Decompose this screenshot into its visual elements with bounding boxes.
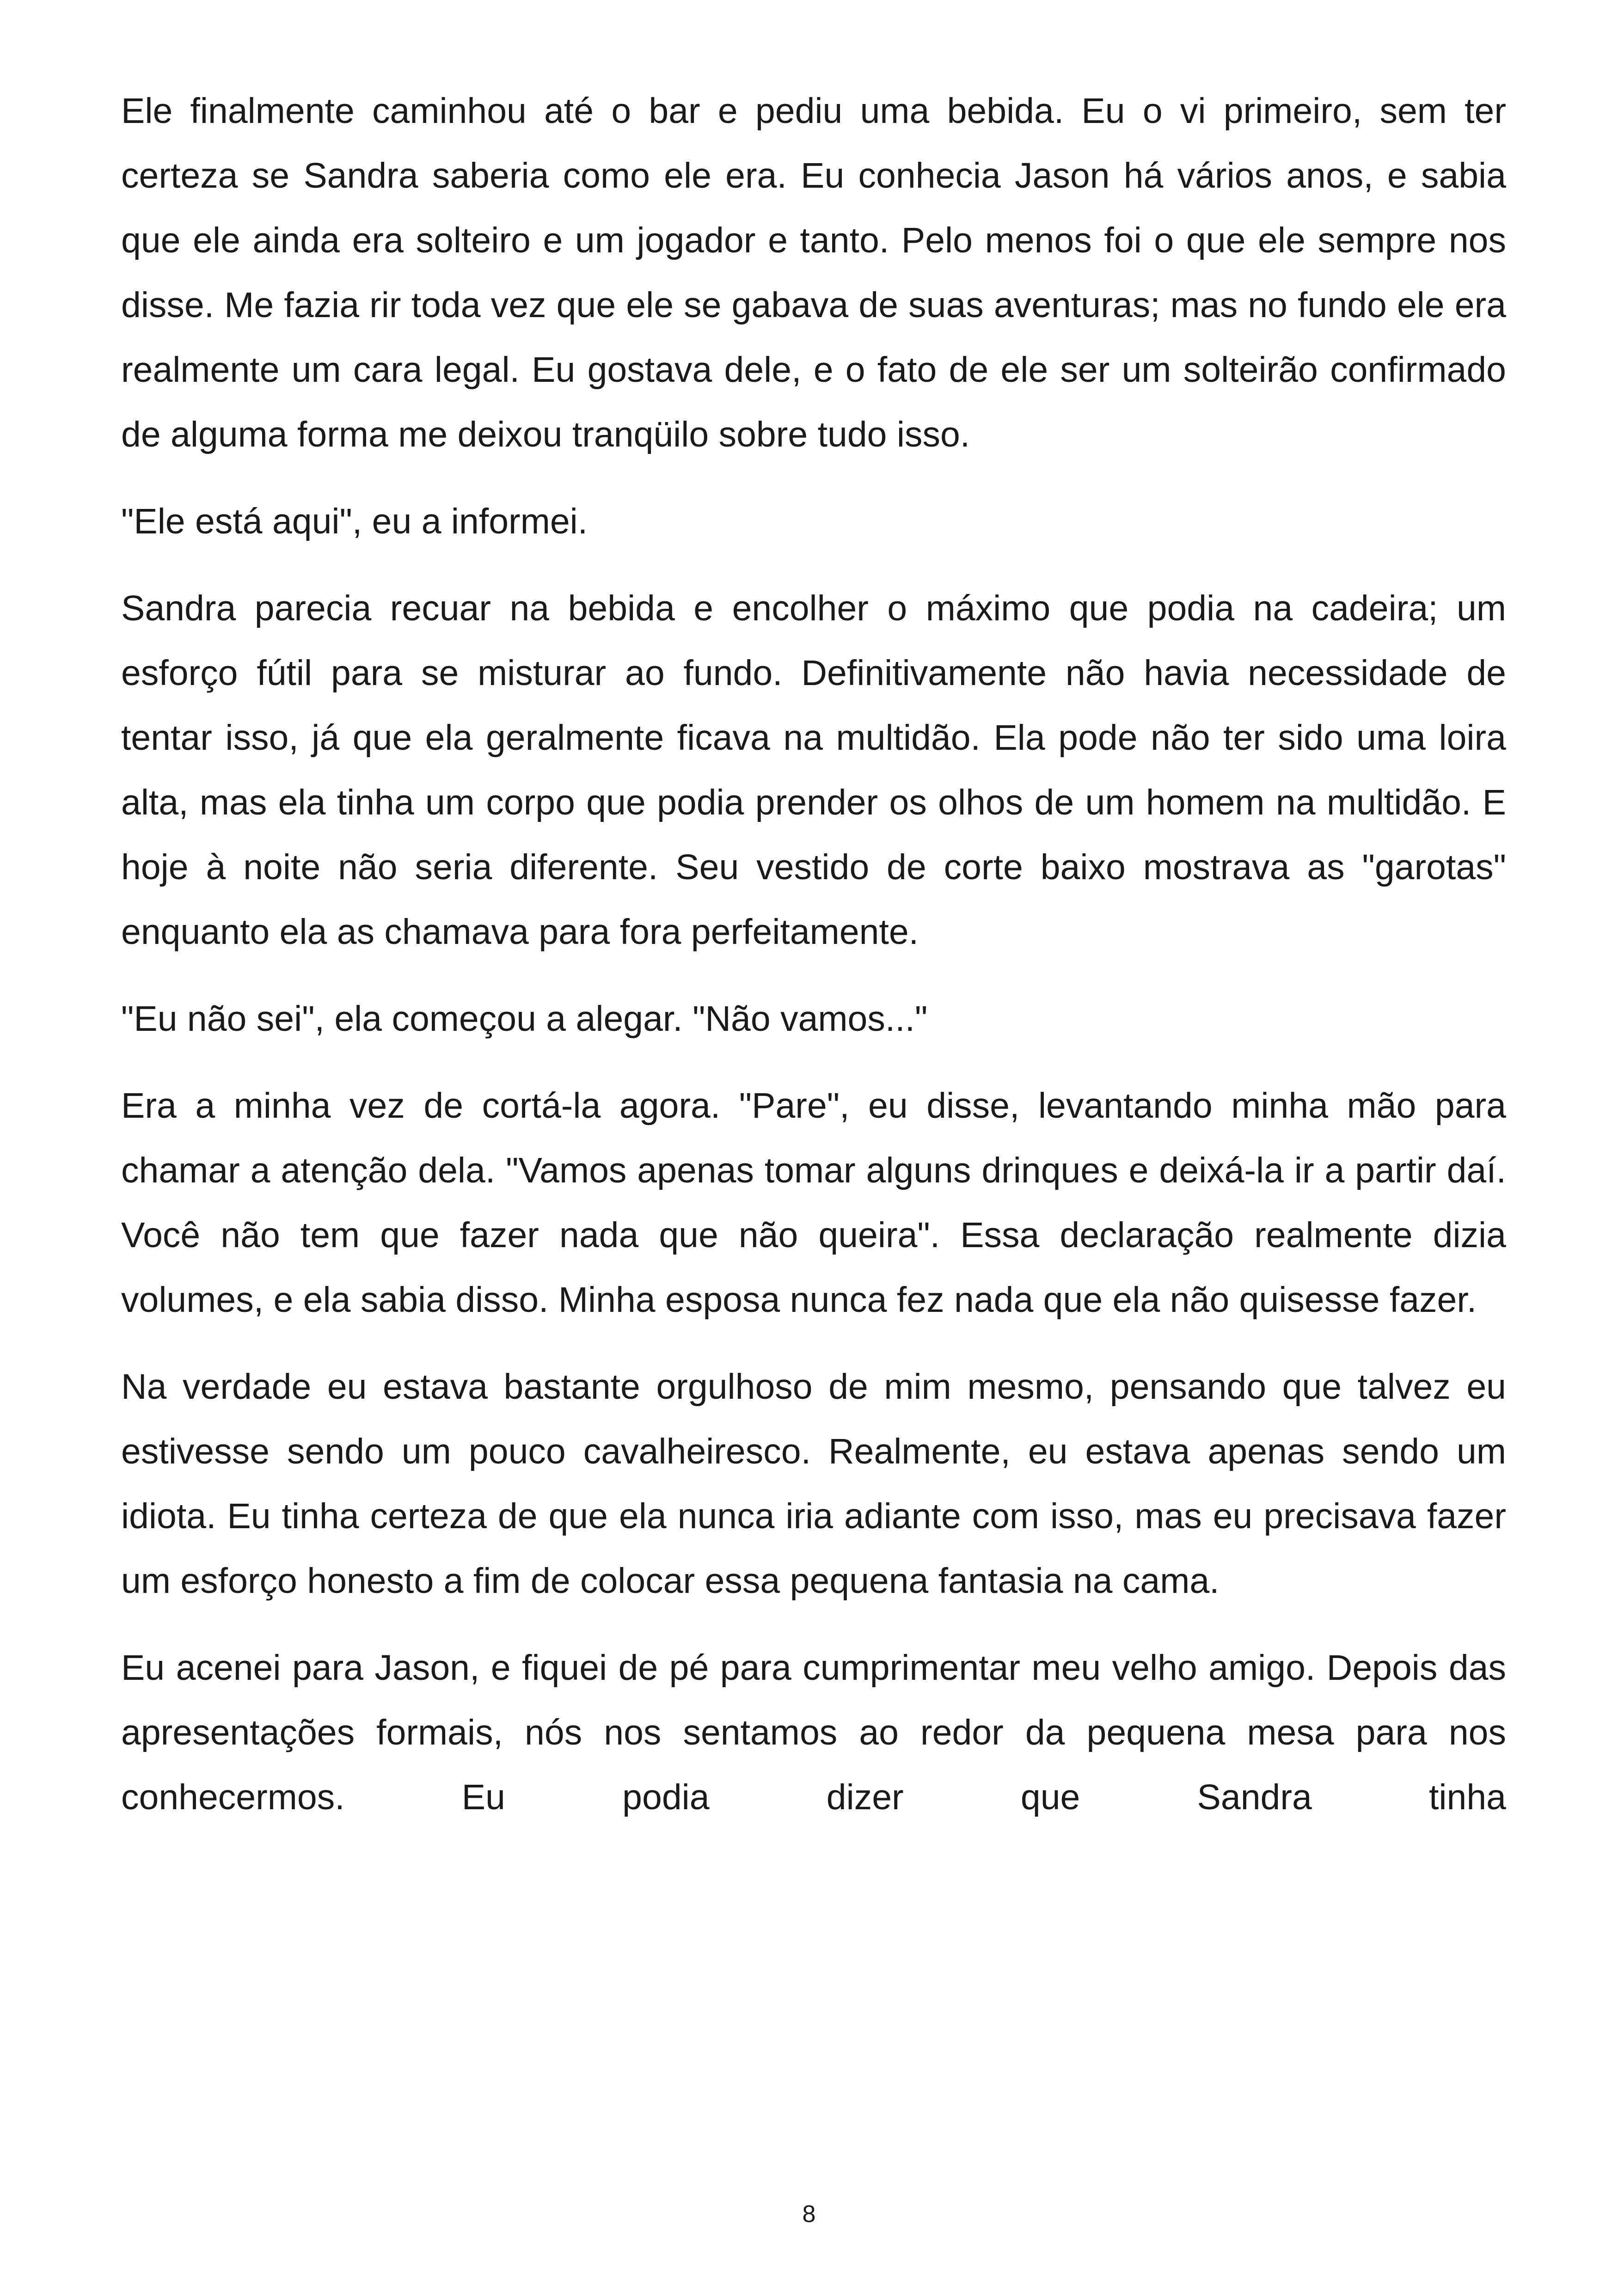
- page-number: 8: [802, 2201, 816, 2228]
- body-text: [121, 79, 1506, 1852]
- paragraph-4: "Eu não sei", ela começou a alegar. "Não vamos...": [121, 999, 928, 1039]
- paragraph-5: Era a minha vez de cortá-la agora. "Pare", eu disse, levantando minha mão para chamar a atenção dela. "Vamos apenas tomar alguns drinques e deixá-la ir a partir daí. Você não tem que fazer nada que não queira". Essa declaração realmente dizia volumes, e ela sabia disso. Minha esposa nunca fez nada que ela não quisesse fazer.: [121, 1086, 1506, 1320]
- paragraph-1: Ele finalmente caminhou até o bar e pediu uma bebida. Eu o vi primeiro, sem ter certeza se Sandra saberia como ele era. Eu conhecia Jason há vários anos, e sabia que ele ainda era solteiro e um jogador e tanto. Pelo menos foi o que ele sempre nos disse. Me fazia rir toda vez que ele se gabava de suas aventuras; mas no fundo ele era realmente um cara legal. Eu gostava dele, e o fato de ele ser um solteirão confirmado de alguma forma me deixou tranqüilo sobre tudo isso.: [121, 91, 1506, 454]
- paragraph-7: Eu acenei para Jason, e fiquei de pé para cumprimentar meu velho amigo. Depois das apresentações formais, nós nos sentamos ao redor da pequena mesa para nos conhecermos. Eu podia dizer que Sandra tinha: [121, 1648, 1506, 1817]
- paragraph-3: Sandra parecia recuar na bebida e encolher o máximo que podia na cadeira; um esforço fútil para se misturar ao fundo. Definitivamente não havia necessidade de tentar isso, já que ela geralmente ficava na multidão. Ela pode não ter sido uma loira alta, mas ela tinha um corpo que podia prender os olhos de um homem na multidão. E hoje à noite não seria diferente. Seu vestido de corte baixo mostrava as "garotas" enquanto ela as chamava para fora perfeitamente.: [121, 588, 1506, 952]
- paragraph-6: Na verdade eu estava bastante orgulhoso de mim mesmo, pensando que talvez eu estivesse sendo um pouco cavalheiresco. Realmente, eu estava apenas sendo um idiota. Eu tinha certeza de que ela nunca iria adiante com isso, mas eu precisava fazer um esforço honesto a fim de colocar essa pequena fantasia na cama.: [121, 1367, 1506, 1601]
- paragraph-2: "Ele está aqui", eu a informei.: [121, 502, 588, 541]
